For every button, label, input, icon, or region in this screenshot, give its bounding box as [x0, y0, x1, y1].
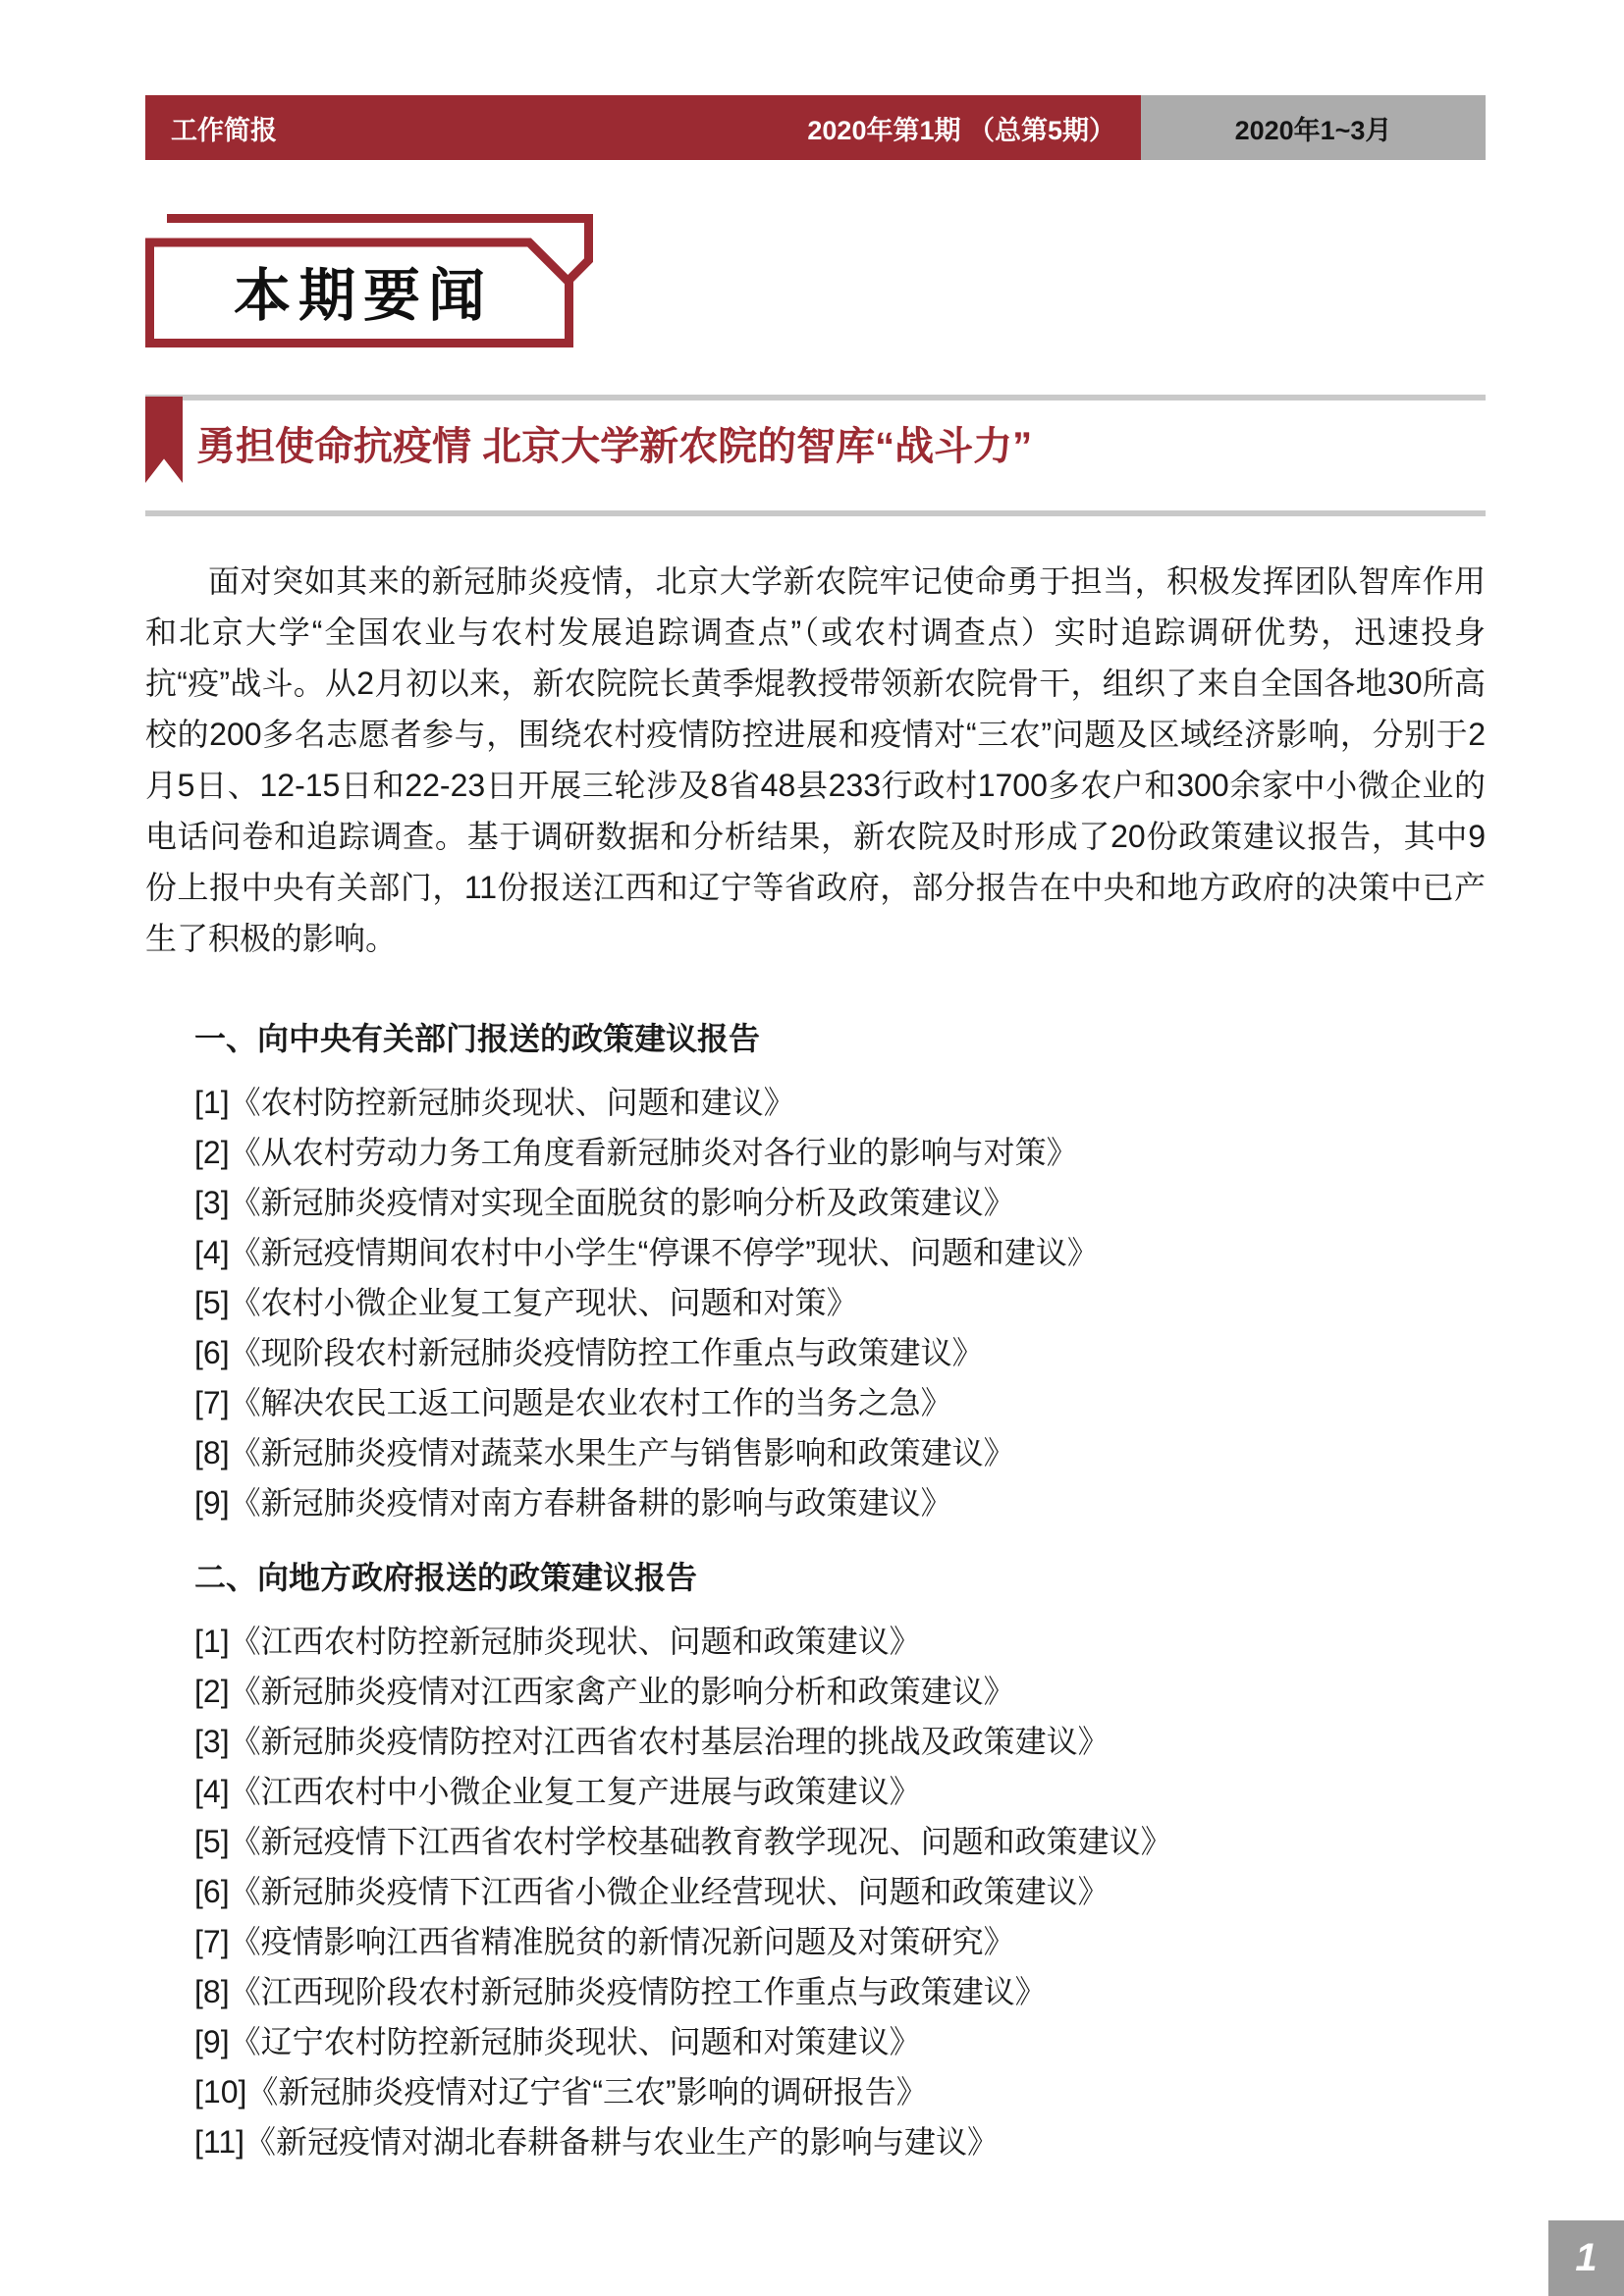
article-paragraph: 面对突如其来的新冠肺炎疫情，北京大学新农院牢记使命勇于担当，积极发挥团队智库作用和北京大学“全国农业与农村发展追踪调查点”（或农村调查点）实时追踪调研优势，迅速投身抗“疫”战斗。从2月初以来，新农院院长黄季焜教授带领新农院骨干，组织了来自全国各地30所高校的200多名志愿者参与，围绕农村疫情防控进展和疫情对“三农”问题及区域经济影响，分别于2月5日、12-15日和22-23日开展三轮涉及8省48县233行政村1700多农户和300余家中小微企业的电话问卷和追踪调查。基于调研数据和分析结果，新农院及时形成了20份政策建议报告，其中9份上报中央有关部门，11份报送江西和辽宁等省政府，部分报告在中央和地方政府的决策中已产生了积极的影响。 — [145, 563, 1486, 956]
header-bar — [145, 95, 1486, 160]
report-list-item: [6]《新冠肺炎疫情下江西省小微企业经营现状、问题和政策建议》 — [194, 1874, 1110, 1909]
report-list-item: [3]《新冠肺炎疫情对实现全面脱贫的影响分析及政策建议》 — [194, 1185, 1015, 1220]
highlights-banner — [145, 212, 607, 359]
section-heading: 二、向地方政府报送的政策建议报告 — [194, 1560, 698, 1595]
article — [145, 395, 1486, 2167]
report-list-item: [2]《从农村劳动力务工角度看新冠肺炎对各行业的影响与对策》 — [194, 1135, 1078, 1170]
section-central-reports — [145, 1017, 1486, 1528]
report-list-item: [11]《新冠疫情对湖北春耕备耕与农业生产的影响与建议》 — [194, 2124, 1000, 2160]
article-heading-block — [145, 395, 1486, 516]
report-list-item: [3]《新冠肺炎疫情防控对江西省农村基层治理的挑战及政策建议》 — [194, 1724, 1110, 1759]
report-list-item: [9]《辽宁农村防控新冠肺炎现状、问题和对策建议》 — [194, 2024, 921, 2059]
page-number: 1 — [1575, 2236, 1597, 2279]
article-title: 勇担使命抗疫情 北京大学新农院的智库“战斗力” — [196, 425, 1033, 468]
report-list-item: [5]《农村小微企业复工复产现状、问题和对策》 — [194, 1285, 858, 1320]
report-list-item: [6]《现阶段农村新冠肺炎疫情防控工作重点与政策建议》 — [194, 1335, 984, 1370]
report-list-item: [7]《疫情影响江西省精准脱贫的新情况新问题及对策研究》 — [194, 1924, 1015, 1959]
report-list-item: [8]《江西现阶段农村新冠肺炎疫情防控工作重点与政策建议》 — [194, 1974, 1047, 2009]
divider-bottom — [145, 510, 1486, 516]
banner-label: 本期要闻 — [233, 264, 493, 328]
header-gray-band — [1141, 95, 1486, 160]
report-list — [194, 1078, 1486, 1528]
bulletin-title: 工作简报 — [171, 115, 277, 145]
report-list-item: [7]《解决农民工返工问题是农业农村工作的当务之急》 — [194, 1385, 952, 1420]
issue-number: 2020年第1期 （总第5期） — [807, 115, 1115, 145]
report-list-item: [1]《江西农村防控新冠肺炎现状、问题和政策建议》 — [194, 1624, 921, 1659]
report-list-item: [2]《新冠肺炎疫情对江西家禽产业的影响分析和政策建议》 — [194, 1674, 1015, 1709]
header-red-band — [145, 95, 1141, 160]
report-list — [194, 1617, 1486, 2167]
report-list-item: [4]《江西农村中小微企业复工复产进展与政策建议》 — [194, 1774, 921, 1809]
report-list-item: [1]《农村防控新冠肺炎现状、问题和建议》 — [194, 1085, 795, 1120]
issue-period: 2020年1~3月 — [1234, 115, 1392, 145]
report-list-item: [8]《新冠肺炎疫情对蔬菜水果生产与销售影响和政策建议》 — [194, 1435, 1015, 1470]
report-list-item: [4]《新冠疫情期间农村中小学生“停课不停学”现状、问题和建议》 — [194, 1235, 1099, 1270]
section-heading: 一、向中央有关部门报送的政策建议报告 — [194, 1021, 761, 1056]
report-list-item: [5]《新冠疫情下江西省农村学校基础教育教学现况、问题和政策建议》 — [194, 1824, 1172, 1859]
page-content — [145, 0, 1486, 2167]
page-number-badge — [1548, 2220, 1624, 2296]
report-list-item: [9]《新冠肺炎疫情对南方春耕备耕的影响与政策建议》 — [194, 1485, 952, 1521]
section-local-reports — [145, 1556, 1486, 2167]
report-list-item: [10]《新冠肺炎疫情对辽宁省“三农”影响的调研报告》 — [194, 2074, 928, 2109]
